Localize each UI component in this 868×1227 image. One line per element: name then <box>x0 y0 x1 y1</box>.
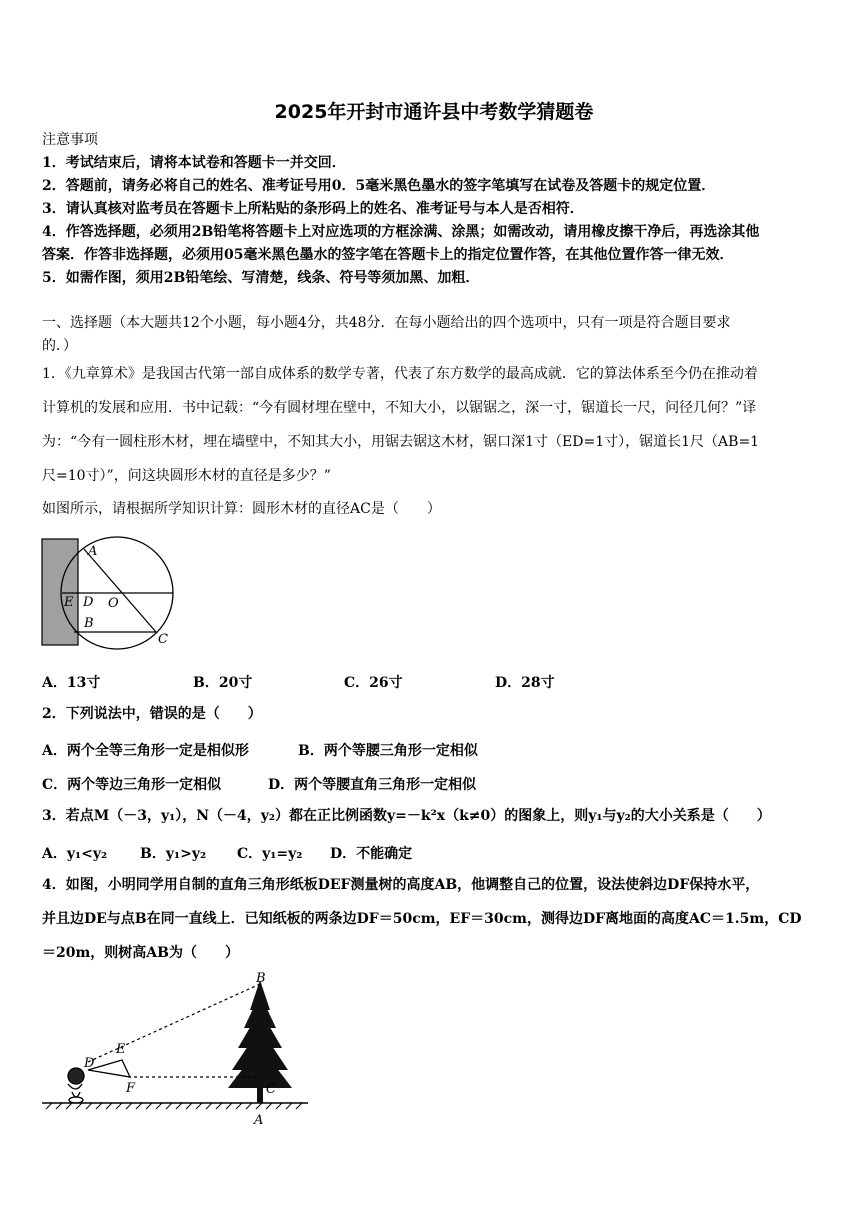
notice-item: 5．如需作图，须用2B铅笔绘、写清楚，线条、符号等须加黑、加粗． <box>42 270 480 286</box>
label-e: E <box>116 1042 126 1057</box>
q1-stem: 尺=10寸）”，问这块圆形木材的直径是多少？” <box>42 468 331 484</box>
q1-prompt: 如图所示，请根据所学知识计算：圆形木材的直径AC是（ ） <box>42 501 441 517</box>
q3-option-c[interactable]: C．y₁=y₂ <box>237 846 303 862</box>
section-heading: 一、选择题（本大题共12个小题，每小题4分，共48分．在每小题给出的四个选项中，只有一项是符合题目要求 <box>42 315 731 331</box>
q1-circle-figure <box>38 535 178 650</box>
label-d: D <box>83 595 94 610</box>
q1-option-a[interactable]: A．13寸 <box>42 675 101 691</box>
notice-heading: 注意事项 <box>42 132 98 148</box>
q1-stem: 计算机的发展和应用．书中记载：“今有圆材埋在壁中，不知大小，以锯锯之，深一寸，锯道长一尺，问径几何？”译 <box>42 400 757 416</box>
q3-option-d[interactable]: D．不能确定 <box>330 846 413 862</box>
wall <box>42 539 78 645</box>
label-d: D <box>84 1056 95 1071</box>
q1-option-c[interactable]: C．26寸 <box>344 675 403 691</box>
q2-stem: 2．下列说法中，错误的是（ ） <box>42 706 262 722</box>
q4-stem: ＝20m，则树高AB为（ ） <box>42 945 239 961</box>
q2-option-b[interactable]: B．两个等腰三角形一定相似 <box>298 743 478 759</box>
label-c: C <box>266 1082 276 1097</box>
q1-option-b[interactable]: B．20寸 <box>193 675 253 691</box>
label-o: O <box>108 596 119 611</box>
q1-stem: 1．《九章算术》是我国古代第一部自成体系的数学专著，代表了东方数学的最高成就．它的算法体系至今仍在推动着 <box>42 366 758 382</box>
notice-item: 2．答题前，请务必将自己的姓名、准考证号用0．5毫米黑色墨水的签字笔填写在试卷及答题卡的规定位置． <box>42 178 716 194</box>
label-a: A <box>254 1113 264 1128</box>
q2-option-d[interactable]: D．两个等腰直角三角形一定相似 <box>268 777 477 793</box>
label-a: A <box>88 544 98 559</box>
q1-option-d[interactable]: D．28寸 <box>495 675 555 691</box>
ground-hatching <box>46 1103 302 1109</box>
page-title: 2025年开封市通许县中考数学猜题卷 <box>274 101 594 123</box>
person <box>68 1068 84 1103</box>
q2-option-c[interactable]: C．两个等边三角形一定相似 <box>42 777 222 793</box>
tree <box>228 980 292 1103</box>
notice-item: 4．作答选择题，必须用2B铅笔将答题卡上对应选项的方框涂满、涂黑；如需改动，请用橡皮擦干净后，再选涂其他 <box>42 224 760 240</box>
notice-item: 3．请认真核对监考员在答题卡上所粘贴的条形码上的姓名、准考证号与本人是否相符． <box>42 201 584 217</box>
q4-tree-figure <box>38 970 318 1130</box>
sight-line-db <box>88 984 260 1062</box>
label-b: B <box>256 971 266 986</box>
q3-stem: 3．若点M（－3，y₁），N（－4，y₂）都在正比例函数y=－k²x（k≠0）的图象上，则y₁与y₂的大小关系是（ ） <box>42 808 771 824</box>
label-b: B <box>84 616 94 631</box>
q3-option-a[interactable]: A．y₁<y₂ <box>42 846 108 862</box>
section-heading-cont: 的．） <box>42 338 77 354</box>
label-c: C <box>158 632 168 647</box>
q4-stem: 并且边DE与点B在同一直线上．已知纸板的两条边DF＝50cm，EF＝30cm，测得边DF离地面的高度AC＝1.5m，CD <box>42 911 802 927</box>
q2-option-a[interactable]: A．两个全等三角形一定是相似形 <box>42 743 249 759</box>
q1-stem: 为：“今有一圆柱形木材，埋在墙壁中，不知其大小，用锯去锯这木材，锯口深1寸（ED=1寸），锯道长1尺（AB=1 <box>42 434 760 450</box>
label-f: F <box>126 1081 136 1096</box>
q3-option-b[interactable]: B．y₁>y₂ <box>140 846 207 862</box>
label-e: E <box>64 595 74 610</box>
q4-stem: 4．如图，小明同学用自制的直角三角形纸板DEF测量树的高度AB，他调整自己的位置，设法使斜边DF保持水平， <box>42 877 760 893</box>
notice-item: 1．考试结束后，请将本试卷和答题卡一并交回． <box>42 155 346 171</box>
diameter-ac <box>84 549 156 632</box>
notice-item: 答案．作答非选择题，必须用05毫米黑色墨水的签字笔在答题卡上的指定位置作答，在其他位置作答一律无效． <box>42 247 734 263</box>
